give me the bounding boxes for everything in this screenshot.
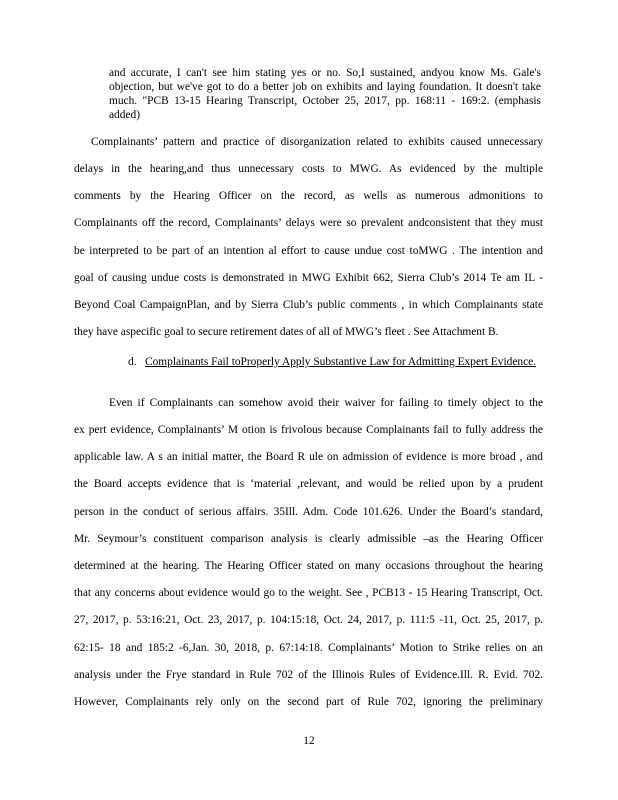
paragraph-line: Complainants off the record, Complainants’ delays were so prevalent andconsistent that they must xyxy=(74,217,543,229)
section-title: Complainants Fail toProperly Apply Substantive Law for Admitting Expert Evidence. xyxy=(145,356,537,368)
page-number: 12 xyxy=(303,735,315,747)
paragraph-line: analysis under the Frye standard in Rule 702 of the Illinois Rules of Evidence.Ill. R. Evid. 702. xyxy=(74,669,543,681)
paragraph-line: 62:15- 18 and 185:2 -6,Jan. 30, 2018, p. 67:14:18. Complainants’ Motion to Strike relies on an xyxy=(74,642,543,654)
paragraph-line: comments by the Hearing Officer on the record, as wells as numerous admonitions to xyxy=(74,190,543,202)
paragraph-line: Beyond Coal CampaignPlan, and by Sierra Club’s public comments , in which Complainants state xyxy=(74,299,543,311)
paragraph-line: delays in the hearing,and thus unnecessary costs to MWG. As evidenced by the multiple xyxy=(74,163,543,175)
paragraph-line: Mr. Seymour’s constituent comparison analysis is clearly admissible –as the Hearing Officer xyxy=(74,533,543,545)
paragraph-line: Even if Complainants can somehow avoid their waiver for failing to timely object to the xyxy=(109,397,543,409)
paragraph-line: goal of causing undue costs is demonstrated in MWG Exhibit 662, Sierra Club’s 2014 Te am IL - xyxy=(74,272,543,284)
paragraph-line: applicable law. A s an initial matter, the Board R ule on admission of evidence is more broad , and xyxy=(74,451,543,463)
paragraph-line: Complainants’ pattern and practice of disorganization related to exhibits caused unnecessary xyxy=(91,136,543,148)
paragraph-line: ex pert evidence, Complainants’ M otion is frivolous because Complainants fail to fully address the xyxy=(74,424,543,436)
paragraph-line: However, Complainants rely only on the second part of Rule 702, ignoring the preliminary xyxy=(74,696,543,708)
section-letter: d. xyxy=(128,356,137,368)
paragraph-line: 27, 2017, p. 53:16:21, Oct. 23, 2017, p. 104:15:18, Oct. 24, 2017, p. 111:5 -11, Oct. 25, 2017, p. xyxy=(74,614,543,626)
paragraph-line: be interpreted to be part of an intention al effort to cause undue cost toMWG . The intention and xyxy=(74,245,543,257)
paragraph-line: person in the conduct of serious affairs. 35Ill. Adm. Code 101.626. Under the Board’s standard, xyxy=(74,506,543,518)
paragraph-line: determined at the hearing. The Hearing Officer stated on many occasions throughout the hearing xyxy=(74,560,543,572)
paragraph-line: they have aspecific goal to secure retirement dates of all of MWG’s fleet . See Attachment B. xyxy=(74,326,499,338)
block-quote: and accurate, I can't see him stating yes or no. So,I sustained, andyou know Ms. Gale's objection, but we've got to do a better job on exhibits and laying foundation. It doesn't take much. "PCB 13-15 Hearing Transcript, October 25, 2017, pp. 168:11 - 169:2. (emphasis added) xyxy=(109,67,541,122)
paragraph-line: the Board accepts evidence that is ‘material ,relevant, and would be relied upon by a prudent xyxy=(74,478,543,490)
paragraph-line: that any concerns about evidence would go to the weight. See , PCB13 - 15 Hearing Transcript, Oct. xyxy=(74,587,543,599)
